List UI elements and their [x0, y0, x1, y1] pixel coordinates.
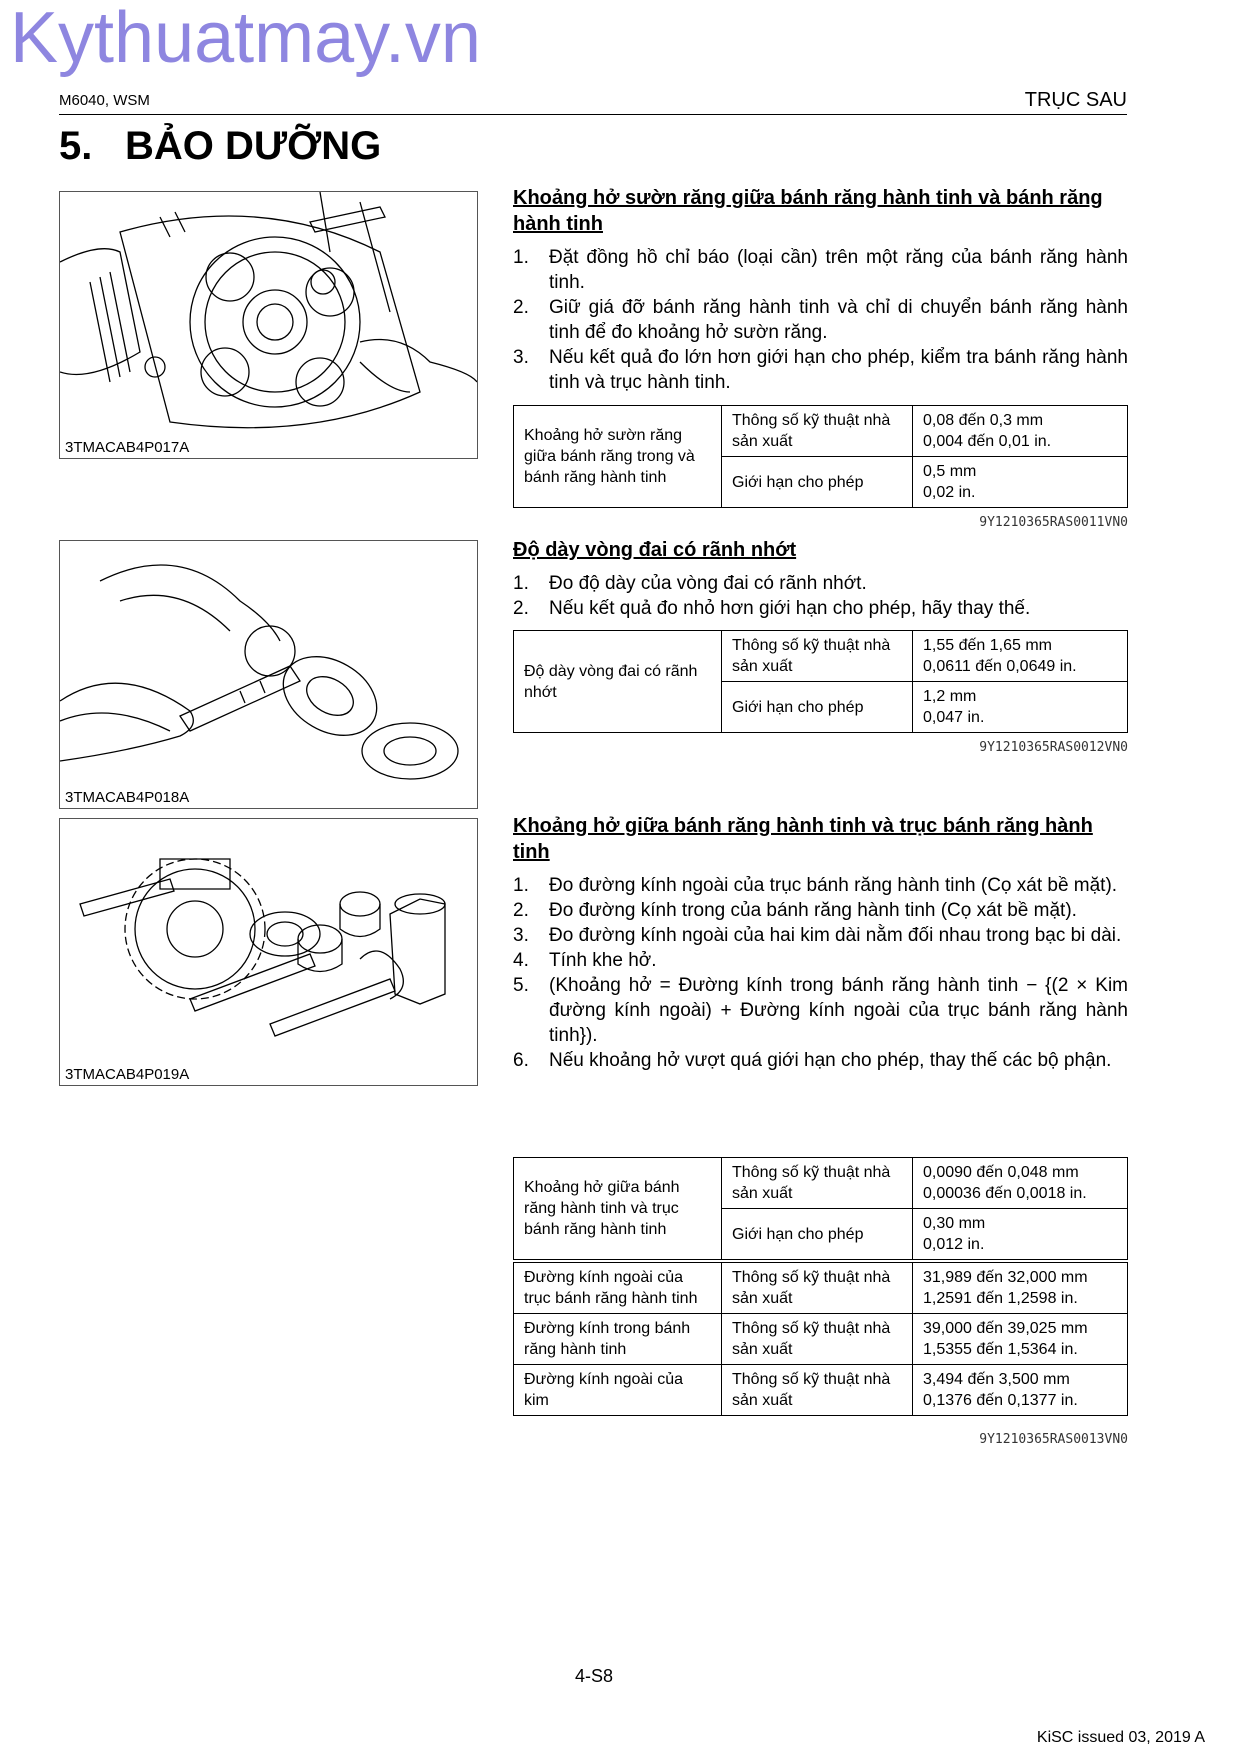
- reference-code: 9Y1210365RAS0013VN0: [979, 1432, 1128, 1447]
- section3-steps: [513, 873, 1128, 1073]
- spec-item: Độ dày vòng đai có rãnh nhớt: [514, 631, 722, 733]
- dim-item: Đường kính trong bánh răng hành tinh: [514, 1314, 722, 1365]
- section2-spec-table: [513, 630, 1128, 733]
- spec-value: 0,08 đến 0,3 mm 0,004 đến 0,01 in.: [913, 406, 1128, 457]
- limit-label: Giới hạn cho phép: [722, 457, 913, 508]
- spec-value: 1,55 đến 1,65 mm 0,0611 đến 0,0649 in.: [913, 631, 1128, 682]
- figure-thrust-collar: [59, 540, 478, 809]
- list-item: 4. Tính khe hở.: [513, 950, 657, 971]
- watermark: Kythuatmay.vn: [10, 0, 481, 78]
- list-item: 1. Đặt đồng hồ chỉ báo (loại cần) trên một răng của bánh răng hành tinh.: [513, 247, 1128, 293]
- dim-label: Thông số kỹ thuật nhà sản xuất: [722, 1314, 913, 1365]
- page-number: 4-S8: [575, 1666, 614, 1686]
- section1-title: Khoảng hở sườn răng giữa bánh răng hành tinh và bánh răng hành tinh: [513, 187, 1103, 235]
- dim-item: Đường kính ngoài của kim: [514, 1365, 722, 1416]
- chapter-title: TRỤC SAU: [1024, 89, 1127, 111]
- section-number: 5.: [59, 124, 93, 168]
- spec-item: Khoảng hở sườn răng giữa bánh răng trong và bánh răng hành tinh: [514, 406, 722, 508]
- list-item: 6. Nếu khoảng hở vượt quá giới hạn cho phép, thay thế các bộ phận.: [513, 1050, 1112, 1071]
- figure-caption: 3TMACAB4P019A: [65, 1066, 190, 1083]
- limit-label: Giới hạn cho phép: [722, 682, 913, 733]
- limit-label: Giới hạn cho phép: [722, 1209, 913, 1260]
- list-item: 3. Đo đường kính ngoài của hai kim dài nằm đối nhau trong bạc bi dài.: [513, 925, 1122, 946]
- list-item: 1. Đo đường kính ngoài của trục bánh răng hành tinh (Cọ xát bề mặt).: [513, 875, 1118, 896]
- spec-label: Thông số kỹ thuật nhà sản xuất: [722, 1158, 913, 1209]
- section1-steps: [513, 245, 1128, 395]
- figure-gear-shaft-measure: [59, 818, 478, 1086]
- reference-code: 9Y1210365RAS0011VN0: [979, 515, 1128, 530]
- issue-note: KiSC issued 03, 2019 A: [1036, 1729, 1205, 1746]
- section1-spec-table: [513, 405, 1128, 508]
- section3-title: Khoảng hở giữa bánh răng hành tinh và trục bánh răng hành tinh: [513, 815, 1093, 863]
- dim-value: 39,000 đến 39,025 mm 1,5355 đến 1,5364 in.: [913, 1314, 1128, 1365]
- list-item: 2. Giữ giá đỡ bánh răng hành tinh và chỉ di chuyển bánh răng hành tinh để đo khoảng hở sườn răng.: [513, 297, 1128, 343]
- manual-id: M6040, WSM: [59, 92, 150, 109]
- spec-label: Thông số kỹ thuật nhà sản xuất: [722, 406, 913, 457]
- section2-title: Độ dày vòng đai có rãnh nhớt: [513, 539, 797, 561]
- figure-caption: 3TMACAB4P018A: [65, 789, 190, 806]
- list-item: 3. Nếu kết quả đo lớn hơn giới hạn cho phép, kiểm tra bánh răng hành tinh và trục hành tinh.: [513, 347, 1128, 393]
- dim-label: Thông số kỹ thuật nhà sản xuất: [722, 1365, 913, 1416]
- list-item: 2. Nếu kết quả đo nhỏ hơn giới hạn cho phép, hãy thay thế.: [513, 598, 1031, 619]
- limit-value: 0,5 mm 0,02 in.: [913, 457, 1128, 508]
- figure-illustration: [60, 541, 477, 808]
- section3-dimension-table: [513, 1262, 1128, 1416]
- reference-code: 9Y1210365RAS0012VN0: [979, 740, 1128, 755]
- dim-label: Thông số kỹ thuật nhà sản xuất: [722, 1263, 913, 1314]
- limit-value: 0,30 mm 0,012 in.: [913, 1209, 1128, 1260]
- table-row: [514, 1365, 1128, 1416]
- figure-illustration: [60, 192, 477, 458]
- figure-caption: 3TMACAB4P017A: [65, 439, 190, 456]
- table-row: [514, 1263, 1128, 1314]
- table-row: [514, 1314, 1128, 1365]
- section-title-text: BẢO DƯỠNG: [125, 124, 382, 168]
- section2-steps: [513, 571, 1128, 621]
- header-rule: [59, 114, 1127, 115]
- dim-value: 3,494 đến 3,500 mm 0,1376 đến 0,1377 in.: [913, 1365, 1128, 1416]
- list-item: 2. Đo đường kính trong của bánh răng hành tinh (Cọ xát bề mặt).: [513, 900, 1077, 921]
- spec-label: Thông số kỹ thuật nhà sản xuất: [722, 631, 913, 682]
- list-item: 1. Đo độ dày của vòng đai có rãnh nhớt.: [513, 573, 867, 594]
- limit-value: 1,2 mm 0,047 in.: [913, 682, 1128, 733]
- dim-item: Đường kính ngoài của trục bánh răng hành tinh: [514, 1263, 722, 1314]
- page-title: [59, 124, 381, 169]
- list-item: 5. (Khoảng hở = Đường kính trong bánh răng hành tinh − {(2 × Kim đường kính ngoài) + Đường kính ngoài của trục bánh răng hành tinh}).: [513, 975, 1128, 1046]
- section3-spec-table: [513, 1157, 1128, 1260]
- dim-value: 31,989 đến 32,000 mm 1,2591 đến 1,2598 in.: [913, 1263, 1128, 1314]
- spec-item: Khoảng hở giữa bánh răng hành tinh và trục bánh răng hành tinh: [514, 1158, 722, 1260]
- figure-planetary-backlash: [59, 191, 478, 459]
- spec-value: 0,0090 đến 0,048 mm 0,00036 đến 0,0018 in.: [913, 1158, 1128, 1209]
- figure-illustration: [60, 819, 477, 1085]
